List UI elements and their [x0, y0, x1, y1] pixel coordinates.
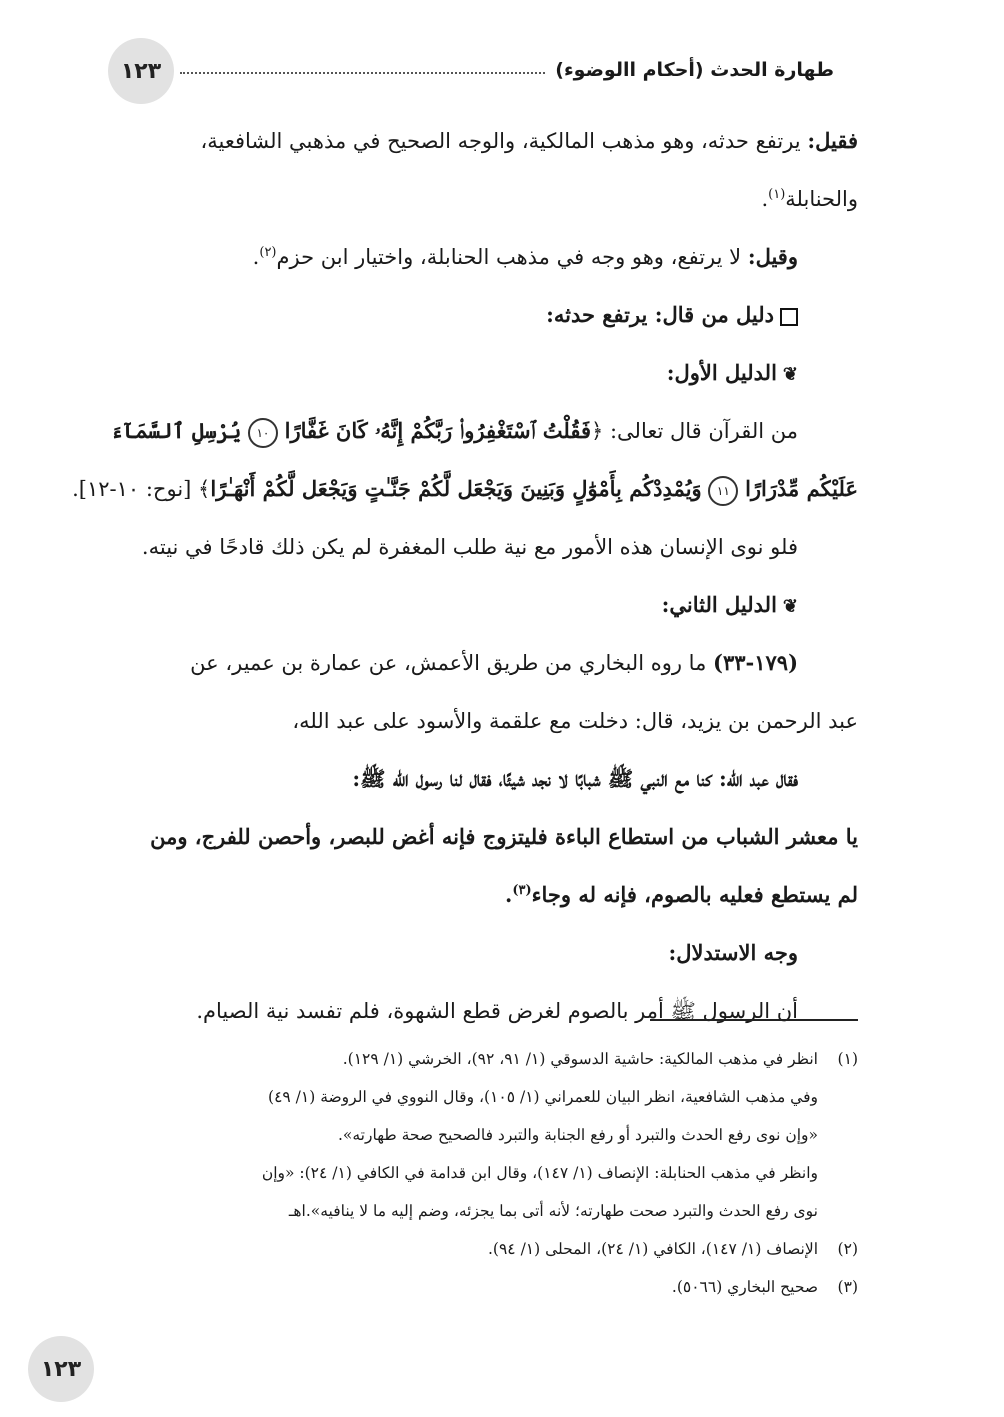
header-title: طهارة الحدث (أحكام االوضوء) — [555, 59, 834, 81]
paragraph-line — [118, 692, 858, 750]
paragraph-line — [72, 460, 858, 518]
ayah-number-marker: ١١ — [708, 476, 738, 506]
footnote-1-continued — [118, 1192, 858, 1230]
footnote-1 — [118, 1040, 858, 1078]
footnote-1-continued — [118, 1078, 858, 1116]
leaf-ornament-icon: ❦ — [782, 364, 798, 385]
hadith-line — [118, 866, 858, 924]
page-number-badge-top — [108, 38, 174, 104]
text-span: يرتفع حدثه، وهو مذهب المالكية، والوجه الصحيح في مذهبي الشافعية، — [200, 129, 808, 153]
opinion-label: فقيل: — [807, 128, 858, 153]
heading-text: وجه الاستدلال: — [668, 940, 798, 965]
text-span: فلو نوى الإنسان هذه الأمور مع نية طلب المغفرة لم يكن ذلك قادحًا في نيته. — [141, 535, 798, 559]
paragraph-line — [118, 170, 858, 228]
quran-text: عَلَيْكُم مِّدْرَارًا — [745, 476, 858, 501]
quran-text: يُرْسِلِ ٱلسَّمَآءَ — [110, 418, 242, 443]
subsection-heading — [118, 576, 858, 634]
page-number: ١٢٣ — [40, 1356, 82, 1382]
text-span: . — [761, 187, 769, 211]
section-heading — [118, 924, 858, 982]
hadith-number: (١٧٩-٣٣) — [713, 650, 798, 675]
ayah-number-marker: ١٠ — [248, 418, 278, 448]
page-number: ١٢٣ — [120, 58, 162, 84]
footnote-text: صحيح البخاري (٥٠٦٦). — [671, 1278, 818, 1296]
footnote-3 — [118, 1268, 858, 1306]
footnote-1-continued — [118, 1116, 858, 1154]
heading-text: دليل من قال: يرتفع حدثه: — [546, 302, 774, 327]
heading-text: الدليل الثاني: — [661, 592, 777, 617]
footnote-ref[interactable]: (٣) — [512, 883, 532, 898]
footnote-number: (٢) — [837, 1240, 858, 1258]
paragraph-line — [118, 982, 858, 1040]
text-span: . — [252, 245, 260, 269]
text-span: أن الرسول ﷺ أمر بالصوم لغرض قطع الشهوة، فلم تفسد نية الصيام. — [196, 999, 798, 1023]
paragraph-line — [110, 402, 858, 460]
quran-text: وَيُمْدِدْكُم بِأَمْوَٰلٍ وَبَنِينَ وَيَجْعَل لَّكُمْ جَنَّـٰتٍ وَيَجْعَل لَّكُمْ أَنْهَـٰرًا — [210, 476, 702, 501]
footnote-text: «وإن نوى رفع الحدث والتبرد أو رفع الجنابة والتبرد فالصحيح صحة طهارته». — [337, 1126, 818, 1144]
quran-text: فَقُلْتُ ٱسْتَغْفِرُوا۟ رَبَّكُمْ إِنَّهُۥ كَانَ غَفَّارًا — [284, 418, 591, 443]
hadith-line — [118, 808, 858, 866]
footnote-text: وفي مذهب الشافعية، انظر البيان للعمراني (١/ ١٠٥)، وقال النووي في الروضة (١/ ٤٩) — [268, 1088, 818, 1106]
heading-text: الدليل الأول: — [666, 360, 777, 385]
footnote-ref[interactable]: (٢) — [259, 245, 277, 260]
footnote-text: انظر في مذهب المالكية: حاشية الدسوقي (١/ ٩١، ٩٢)، الخرشي (١/ ١٢٩). — [342, 1050, 818, 1068]
paragraph-line — [118, 518, 858, 576]
text-span: من القرآن قال تعالى: ﴿ — [591, 419, 798, 443]
text-span: ما روه البخاري من طريق الأعمش، عن عمارة بن عمير، عن — [190, 651, 713, 675]
text-span: عبد الرحمن بن يزيد، قال: دخلت مع علقمة والأسود على عبد الله، — [292, 709, 858, 733]
footnote-text: الإنصاف (١/ ١٤٧)، الكافي (١/ ٢٤)، المحلى (١/ ٩٤). — [488, 1240, 818, 1258]
footnote-1-continued — [118, 1154, 858, 1192]
footnote-number: (١) — [837, 1050, 858, 1068]
running-header — [180, 52, 844, 88]
paragraph-line — [118, 634, 858, 692]
checkbox-square-icon — [780, 308, 798, 326]
footnote-text: وانظر في مذهب الحنابلة: الإنصاف (١/ ١٤٧)، وقال ابن قدامة في الكافي (١/ ٢٤): «وإن — [261, 1164, 818, 1182]
page-number-badge-bottom — [28, 1336, 94, 1402]
subsection-heading — [118, 344, 858, 402]
footnote-ref[interactable]: (١) — [768, 187, 786, 202]
footnote-2 — [118, 1230, 858, 1268]
text-span: . — [505, 882, 513, 907]
opinion-label: وقيل: — [747, 244, 798, 269]
hadith-text: يا معشر الشباب من استطاع الباءة فليتزوج فإنه أغض للبصر، وأحصن للفرج، ومن — [150, 824, 858, 849]
footnote-number: (٣) — [837, 1278, 858, 1296]
section-heading — [118, 286, 858, 344]
footnotes — [118, 1040, 858, 1306]
hadith-line — [118, 750, 858, 808]
text-span: لا يرتفع، وهو وجه في مذهب الحنابلة، واختيار ابن حزم — [276, 245, 748, 269]
main-text — [72, 112, 858, 1040]
hadith-text: فقال عبد الله: كنا مع النبي ﷺ شبابًا لا نجد شيئًا، فقال لنا رسول الله ﷺ: — [352, 766, 798, 791]
paragraph-line — [118, 112, 858, 170]
quran-reference: ﴾ [نوح: ١٠-١٢]. — [72, 477, 211, 501]
hadith-text: لم يستطع فعليه بالصوم، فإنه له وجاء — [531, 882, 858, 907]
leaf-ornament-icon: ❦ — [782, 596, 798, 617]
paragraph-line — [118, 228, 858, 286]
footnote-separator — [650, 1019, 858, 1021]
footnote-text: نوى رفع الحدث والتبرد صحت طهارته؛ لأنه أتى بما يجزئه، وضم إليه ما لا ينافيه».اهـ — [288, 1202, 818, 1220]
text-span: والحنابلة — [785, 187, 858, 211]
header-dot-leader — [180, 72, 545, 74]
